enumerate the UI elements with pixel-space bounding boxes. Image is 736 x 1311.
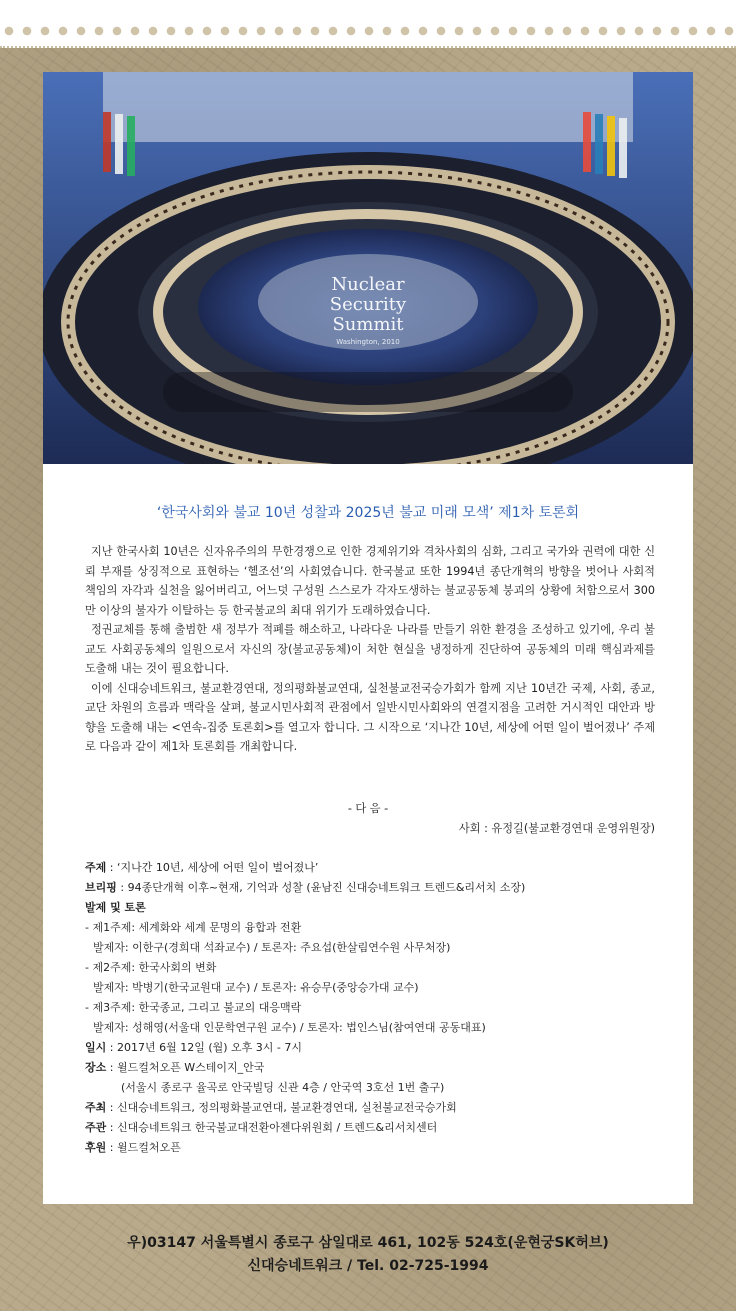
session-2-people: 발제자: 박병기(한국교원대 교수) / 토론자: 유승무(중앙승가대 교수) [93, 981, 419, 994]
detail-place: 장소 : 윌드컬처오픈 W스테이지_안국 [85, 1061, 265, 1074]
logo-line4: Washington, 2010 [336, 338, 400, 346]
session-3-people: 발제자: 성해영(서울대 인문학연구원 교수) / 토론자: 법인스님(참여연대 공동대표) [93, 1021, 486, 1034]
detail-place-address: (서울시 종로구 율곡로 안국빌딩 신관 4층 / 안국역 3호선 1번 출구) [121, 1081, 445, 1094]
logo-line2: Security [329, 294, 407, 315]
logo-line3: Summit [332, 314, 404, 335]
detail-organizer: 주최 : 신대승네트워크, 정의평화불교연대, 불교환경연대, 실천불교전국승가회 [85, 1101, 457, 1114]
detail-sessions-heading: 발제 및 토론 [85, 901, 146, 914]
intro-paragraph-2: 정권교체를 통해 출범한 새 정부가 적폐를 해소하고, 나라다운 나라를 만들기 위한 환경을 조성하고 있기에, 우리 불교도 사회공동체의 일원으로서 자신의 장(불교공동체)이 처한 현실을 냉정하게 진단하여 공동체의 미래 핵심과제를 도출해 내는 것이 필요합니다. [85, 623, 655, 675]
logo-line1: Nuclear [331, 274, 405, 295]
summit-photo [43, 72, 693, 464]
session-2-title: - 제2주제: 한국사회의 변화 [85, 961, 217, 974]
event-details [85, 858, 655, 1158]
footer-address: 우)03147 서울특별시 종로구 삼일대로 461, 102동 524호(운현궁SK허브) [127, 1235, 609, 1251]
footer-contact: 신대승네트워크 / Tel. 02-725-1994 [247, 1258, 489, 1274]
intro-paragraph-3: 이에 신대승네트워크, 불교환경연대, 정의평화불교연대, 실천불교전국승가회가 함께 지난 10년간 국제, 사회, 종교, 교단 차원의 흐름과 맥락을 살펴, 불교시민사회적 관점에서 일반시민사회와의 연결지점을 고려한 거시적인 대안과 방향을 도출해 내는 <연속-집중 토론회>를 열고자 합니다. 그 시작으로 ‘지나간 10년, 세상에 어떤 일이 벌어졌나’ 주제로 다음과 같이 제1차 토론회를 개최합니다. [85, 681, 655, 753]
perforation-holes [0, 22, 736, 40]
event-title: ‘한국사회와 불교 10년 성찰과 2025년 불교 미래 모색’ 제1차 토론회 [156, 505, 580, 521]
detail-date: 일시 : 2017년 6월 12일 (월) 오후 3시 - 7시 [85, 1041, 302, 1054]
detail-theme: 주제 : ‘지나간 10년, 세상에 어떤 일이 벌어졌나’ [85, 861, 319, 874]
detail-sponsor: 후원 : 윌드컬처오픈 [85, 1141, 181, 1154]
session-1-title: - 제1주제: 세계화와 세계 문명의 융합과 전환 [85, 921, 302, 934]
intro-text [85, 542, 655, 757]
intro-paragraph-1: 지난 한국사회 10년은 신자유주의의 무한경쟁으로 인한 경제위기와 격차사회의 심화, 그리고 국가와 권력에 대한 신뢰 부재를 상징적으로 표현하는 ‘헬조선’의 사회였습니다. 한국불교 또한 1994년 종단개혁의 방향을 벗어나 사회적 책임의 자각과 실천을 잃어버리고, 어느덧 구성원 스스로가 각자도생하는 불교공동체 붕괴의 상황에 처함으로서 300만 이상의 불자가 이탈하는 등 한국불교의 최대 위기가 도래하였습니다. [85, 545, 655, 617]
summit-photo-illustration [43, 72, 693, 464]
detail-briefing: 브리핑 : 94종단개혁 이후~현재, 기억과 성찰 (윤남진 신대승네트워크 트렌드&리서치 소장) [85, 881, 526, 894]
perforated-edge [0, 0, 736, 48]
notice-card [43, 72, 693, 1204]
detail-supervisor: 주관 : 신대승네트워크 한국불교대전환아젠다위원회 / 트렌드&리서치센터 [85, 1121, 438, 1134]
daum-heading: - 다 음 - [347, 802, 389, 815]
session-3-title: - 제3주제: 한국종교, 그리고 불교의 대응맥락 [85, 1001, 302, 1014]
footer [0, 1232, 736, 1278]
session-1-people: 발제자: 이한구(경희대 석좌교수) / 토론자: 주요섭(한살림연수원 사무처장) [93, 941, 451, 954]
host-line: 사회 : 유정길(불교환경연대 운영위원장) [458, 822, 655, 835]
